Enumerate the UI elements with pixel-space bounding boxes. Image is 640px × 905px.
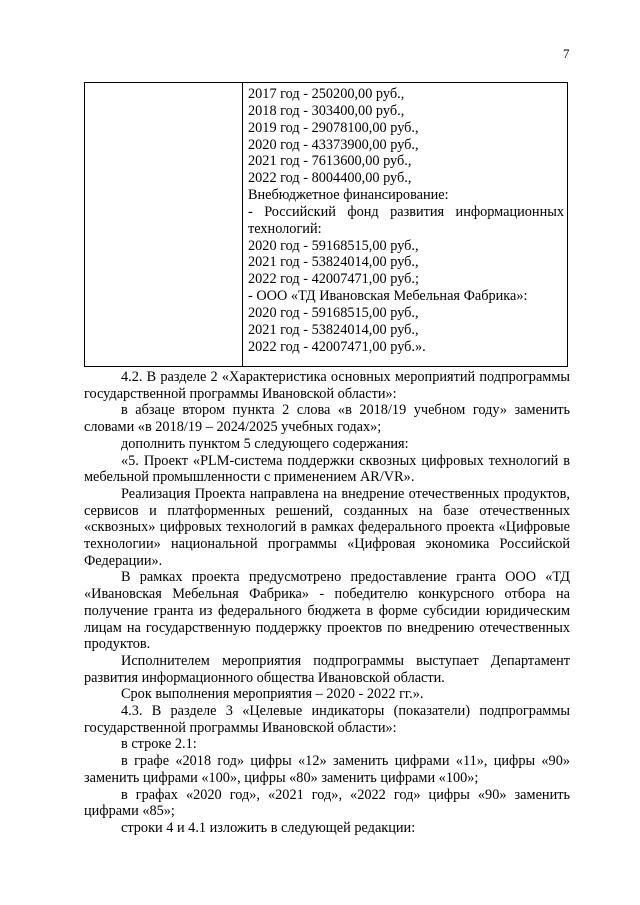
paragraph: дополнить пунктом 5 следующего содержания: <box>121 435 409 452</box>
funding-line: 2020 год - 59168515,00 руб., <box>248 304 419 321</box>
paragraph: Срок выполнения мероприятия – 2020 - 2022 гг.». <box>121 686 424 703</box>
paragraph: Реализация Проекта направлена на внедрение отечественных продуктов, сервисов и платформенных решений, созданных на базе отечественных «сквозных» цифровых технологий в рамках федерального проекта «Цифровые технологии» национальной программы «Цифровая экономика Российской Федерации». <box>84 485 570 569</box>
paragraph: Исполнителем мероприятия подпрограммы выступает Департамент развития информационного общества Ивановской области. <box>84 652 570 686</box>
paragraph: в абзаце втором пункта 2 слова «в 2018/19 учебном году» заменить словами «в 2018/19 – 2024/2025 учебных годах»; <box>84 402 570 436</box>
funding-line: 2020 год - 43373900,00 руб., <box>248 136 419 153</box>
funding-line: 2020 год - 59168515,00 руб., <box>248 237 419 254</box>
funding-line: 2022 год - 8004400,00 руб., <box>248 170 412 187</box>
funding-line: - Российский фонд развития информационных <box>248 203 564 220</box>
funding-table <box>84 82 568 367</box>
paragraph: в графе «2018 год» цифры «12» заменить цифрами «11», цифры «90» заменить цифрами «100», цифры «80» заменить цифрами «100»; <box>84 753 570 786</box>
paragraph: в строке 2.1: <box>121 736 197 753</box>
table-column-divider <box>242 83 243 366</box>
funding-line: 2021 год - 53824014,00 руб., <box>248 254 419 271</box>
funding-cell <box>248 86 564 356</box>
funding-line: 2021 год - 53824014,00 руб., <box>248 321 419 338</box>
page-number: 7 <box>563 46 570 61</box>
funding-line: 2017 год - 250200,00 руб., <box>248 86 405 102</box>
paragraph: в графах «2020 год», «2021 год», «2022 год» цифры «90» заменить цифрами «85»; <box>84 786 570 820</box>
funding-line: 2022 год - 42007471,00 руб.». <box>248 338 426 355</box>
paragraph: 4.3. В разделе 3 «Целевые индикаторы (показатели) подпрограммы государственной программы Ивановской области»: <box>84 703 570 736</box>
funding-line: Внебюджетное финансирование: <box>248 187 449 204</box>
funding-line: технологий: <box>248 220 322 237</box>
funding-line: 2019 год - 29078100,00 руб., <box>248 119 419 136</box>
paragraph: В рамках проекта предусмотрено предоставление гранта ООО «ТД «Ивановская Мебельная Фабрика» - победителю конкурсного отбора на получение гранта из федерального бюджета в форме субсидии юридическим лицам на государственную поддержку проектов по внедрению отечественных продуктов. <box>84 569 570 653</box>
paragraph: строки 4 и 4.1 изложить в следующей редакции: <box>121 819 416 836</box>
funding-line: 2021 год - 7613600,00 руб., <box>248 153 412 170</box>
funding-line: 2022 год - 42007471,00 руб.; <box>248 271 419 288</box>
funding-line: 2018 год - 303400,00 руб., <box>248 102 405 119</box>
paragraph: «5. Проект «PLM-система поддержки сквозных цифровых технологий в мебельной промышленности с применением AR/VR». <box>84 452 570 486</box>
document-body <box>84 369 570 837</box>
paragraph: 4.2. В разделе 2 «Характеристика основных мероприятий подпрограммы государственной программы Ивановской области»: <box>84 369 570 402</box>
funding-line: - ООО «ТД Ивановская Мебельная Фабрика»: <box>248 288 528 305</box>
